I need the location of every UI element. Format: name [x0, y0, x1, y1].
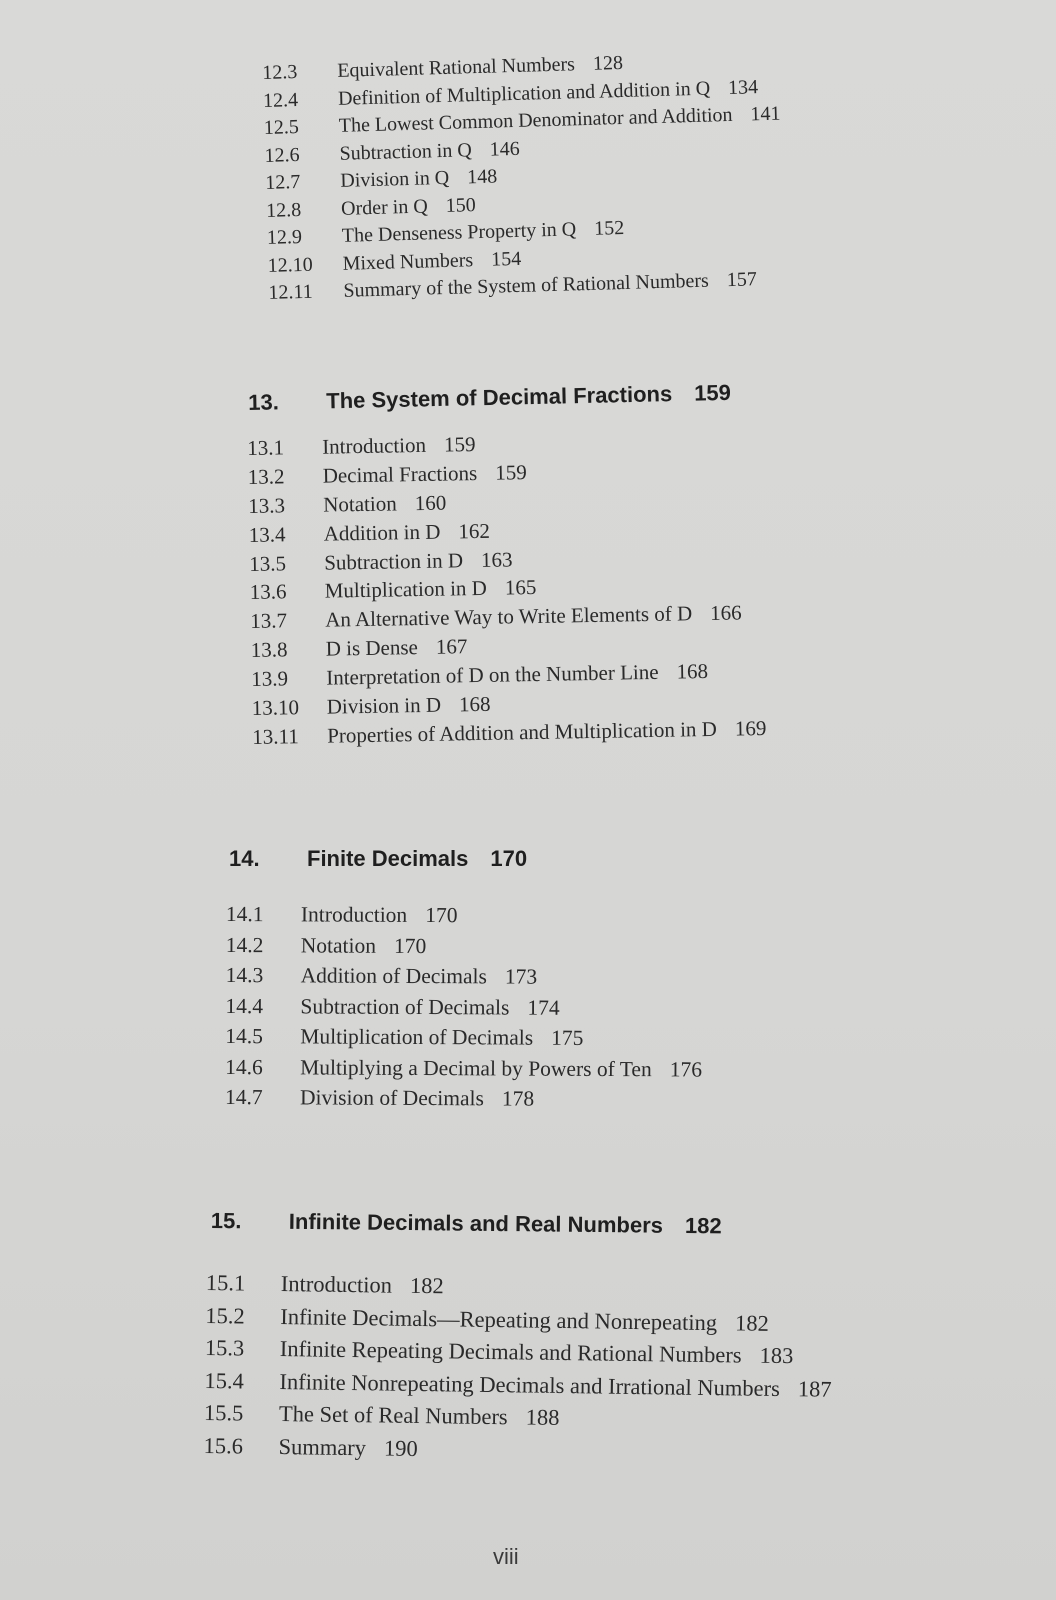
section-page: 170 — [425, 903, 458, 928]
section-title: Summary — [278, 1433, 367, 1460]
toc-entry — [248, 518, 491, 552]
section-number: 15.2 — [205, 1302, 245, 1329]
section-page: 167 — [435, 634, 468, 659]
section-title: Decimal Fractions — [322, 460, 478, 488]
section-title: Multiplying a Decimal by Powers of Ten — [300, 1054, 652, 1081]
section-page: 152 — [593, 216, 625, 240]
section-number: 14.2 — [225, 932, 264, 957]
section-page: 160 — [414, 490, 447, 515]
toc-entry — [250, 634, 468, 667]
section-title: Order in Q — [340, 194, 429, 220]
toc-entry — [268, 268, 758, 309]
section-number: 15.1 — [205, 1270, 246, 1296]
section-number: 14.1 — [225, 902, 264, 927]
section-title: Summary of the System of Rational Numbers — [343, 269, 710, 302]
section-number: 13.7 — [250, 608, 288, 634]
section-title: Subtraction of Decimals — [300, 993, 510, 1019]
section-page: 146 — [489, 137, 521, 161]
section-number: 13.2 — [247, 464, 285, 489]
section-page: 178 — [501, 1086, 535, 1111]
section-page: 159 — [495, 460, 527, 485]
section-title: Division in Q — [340, 166, 450, 192]
section-page: 188 — [525, 1404, 560, 1430]
toc-entry — [247, 460, 527, 494]
section-page: 165 — [504, 575, 537, 600]
section-number: 13.4 — [248, 522, 286, 547]
section-number: 14.6 — [225, 1054, 263, 1079]
section-title: Introduction — [300, 902, 408, 927]
section-page: 182 — [409, 1272, 444, 1299]
section-title: D is Dense — [325, 635, 419, 661]
section-number: 13.1 — [247, 435, 285, 460]
chapter-number: 15. — [210, 1208, 242, 1234]
section-page: 187 — [797, 1375, 832, 1402]
section-title: Mixed Numbers — [342, 248, 474, 275]
section-page: 174 — [527, 995, 560, 1020]
toc-entry — [262, 75, 759, 116]
section-page: 176 — [669, 1056, 703, 1081]
section-page: 183 — [759, 1342, 794, 1369]
section-number: 12.10 — [267, 253, 313, 277]
toc-entry — [266, 216, 625, 254]
section-page: 150 — [445, 193, 477, 217]
section-number: 15.3 — [204, 1334, 245, 1361]
section-title: Addition of Decimals — [300, 963, 487, 989]
toc-entry — [267, 247, 522, 281]
chapter-page: 182 — [684, 1212, 722, 1239]
section-number: 13.3 — [248, 493, 286, 518]
section-page: 170 — [393, 933, 427, 958]
section-number: 13.8 — [250, 637, 288, 663]
chapter-12-entries — [262, 51, 781, 309]
section-page: 190 — [383, 1435, 418, 1461]
section-number: 12.11 — [268, 280, 314, 304]
section-number: 12.7 — [265, 170, 301, 194]
chapter-title: Finite Decimals — [307, 846, 469, 871]
section-title: Subtraction in D — [324, 547, 464, 575]
toc-entry — [265, 165, 498, 199]
section-page: 168 — [676, 659, 709, 684]
section-number: 13.5 — [249, 550, 287, 576]
chapter-number: 14. — [229, 846, 260, 871]
chapter-title: Infinite Decimals and Real Numbers — [288, 1208, 664, 1238]
section-page: 166 — [709, 600, 742, 626]
section-number: 12.6 — [264, 143, 300, 167]
section-title: The Denseness Property in Q — [341, 218, 577, 247]
section-number: 12.8 — [265, 198, 302, 222]
section-page: 182 — [734, 1309, 769, 1336]
chapter-15-entries — [203, 1270, 832, 1465]
section-title: Notation — [322, 491, 397, 517]
section-title: The Set of Real Numbers — [278, 1401, 508, 1430]
section-title: Division of Decimals — [299, 1085, 484, 1111]
chapter-number: 13. — [248, 389, 280, 415]
section-number: 12.4 — [262, 88, 299, 112]
section-title: Infinite Nonrepeating Decimals and Irrational Numbers — [279, 1368, 781, 1401]
section-page: 159 — [443, 432, 476, 457]
section-title: Division in D — [326, 692, 442, 719]
section-number: 15.6 — [203, 1432, 244, 1459]
toc-entry — [249, 575, 537, 609]
section-title: Introduction — [280, 1271, 393, 1298]
section-page: 134 — [727, 75, 759, 99]
section-title: Multiplication in D — [324, 576, 488, 604]
toc-entry — [247, 432, 476, 465]
section-number: 13.6 — [249, 579, 287, 605]
section-title: Addition in D — [323, 519, 441, 546]
section-number: 12.3 — [262, 61, 298, 84]
section-number: 14.7 — [224, 1084, 263, 1110]
chapter-14-entries — [224, 902, 703, 1115]
toc-entry — [251, 659, 709, 696]
section-title: Subtraction in Q — [339, 138, 473, 165]
toc-entry — [250, 600, 742, 638]
toc-entry — [262, 51, 624, 89]
section-page: 128 — [592, 51, 624, 75]
section-title: Multiplication of Decimals — [300, 1024, 534, 1050]
section-title: Equivalent Rational Numbers — [336, 53, 576, 82]
section-number: 14.4 — [225, 993, 264, 1018]
chapter-title: The System of Decimal Fractions — [325, 381, 673, 414]
section-number: 13.11 — [252, 724, 299, 749]
section-number: 13.9 — [251, 666, 289, 692]
toc-entry — [263, 102, 781, 144]
section-number: 14.3 — [225, 962, 264, 988]
section-number: 15.4 — [204, 1367, 245, 1394]
section-title: Infinite Repeating Decimals and Rational Numbers — [279, 1336, 742, 1368]
section-number: 12.9 — [266, 225, 303, 249]
toc-entry — [252, 715, 767, 754]
section-page: 173 — [504, 964, 538, 989]
section-page: 168 — [458, 691, 491, 717]
section-page: 163 — [480, 546, 513, 572]
toc-entry — [264, 137, 521, 171]
chapter-page: 170 — [490, 846, 528, 871]
section-title: Properties of Addition and Multiplication in D — [327, 716, 718, 748]
section-title: Notation — [300, 932, 377, 958]
chapter-13-entries — [247, 432, 767, 754]
page-folio: viii — [493, 1544, 519, 1569]
section-number: 12.5 — [263, 116, 300, 139]
section-title: Infinite Decimals—Repeating and Nonrepeating — [280, 1303, 718, 1335]
section-page: 169 — [734, 715, 767, 741]
section-title: Interpretation of D on the Number Line — [326, 659, 659, 690]
toc-entry — [251, 691, 491, 725]
section-page: 157 — [726, 268, 758, 292]
section-title: Definition of Multiplication and Addition in Q — [337, 77, 711, 110]
section-page: 162 — [458, 518, 491, 543]
section-page: 141 — [750, 102, 781, 126]
section-number: 15.5 — [203, 1399, 244, 1426]
section-page: 148 — [466, 165, 498, 189]
section-title: Introduction — [321, 432, 427, 459]
chapter-page: 159 — [693, 379, 732, 406]
section-page: 175 — [551, 1025, 584, 1050]
section-number: 14.5 — [225, 1023, 263, 1049]
toc-entry — [248, 490, 447, 523]
toc-entry — [265, 193, 477, 226]
section-title: The Lowest Common Denominator and Addition — [338, 103, 733, 137]
toc-entry — [249, 546, 513, 581]
section-number: 13.10 — [251, 695, 300, 720]
section-page: 154 — [490, 247, 522, 271]
section-title: An Alternative Way to Write Elements of D — [325, 601, 693, 633]
